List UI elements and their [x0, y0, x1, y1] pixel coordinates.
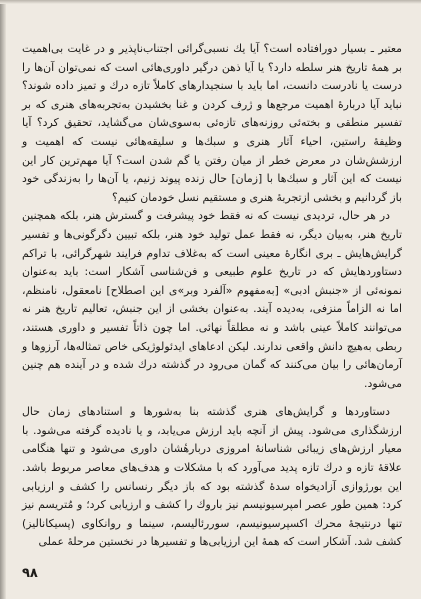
body-text [22, 40, 402, 552]
paragraph-2: در هر حال، تردیدی نیست که نه فقط خود پیشرفت و گسترش هنر، بلکه همچنین تاریخ هنر، به‌بیان دیگر، نه فقط عمل تولید خود هنر، بلکه تبیین دگرگونی‌ها و تفسیر گرایش‌هایش ـ بری انگارهٔ معینی است که به‌غلاف تداوم فرایند شهرگرائی، با تراکم دستاوردهایش که در تاریخ علوم طبیعی و فن‌شناسی آشکار است: باید به‌عنوان نمونه‌ئی از «جنبش ادبی» [به‌مفهوم «آلفرد وبر»ی این اصطلاح] نامعقول، نامنظم، اما نه الزاماً منزفی، به‌دیده آیند. به‌عنوان بخشی از این جنبش، تعالیم تاریخ هنر نه می‌توانند کاملاً عینی باشد و نه مطلقاً نهائی. اما چون ذاتاً تفسیر و داوری هستند، ربطی به‌هیچ دانش واقعی ندارند. لیکن ادعاهای ایدئولوژیکی خاص تمثاله‌ها، آرزوها و آرمان‌هائی را بیان می‌کنند که گمان می‌رود در گذشته درك شده و در آینده هم چنین می‌شود. [22, 209, 402, 390]
page-top-shadow [0, 0, 421, 4]
paragraph-3: دستاوردها و گرایش‌های هنری گذشته بنا به‌شورها و استنادهای زمان حال ارزشگذاری می‌شود. پیش از آنچه باید ارزش می‌یابد، و یا نادیده گرفته می‌شود. با معیار ارزش‌های زیبائی شناسانهٔ امروزی دربارهٔشان داوری می‌شود و تنها هنگامی علاقهٔ تازه و درك تازه پدید می‌آورد که با مشکلات و هدف‌های معاصر مربوط باشد. این بورژوازی آزادیخواه سدهٔ گذشته بود که باز دیگر رنسانس را کشف و ارزیابی کرد: همین طور عصر امپرسیونیسم نیز باروك را کشف و ارزیابی کرد؛ و مُتریسم نیز تنها درنتیجهٔ محرك اکسپرسیونیسم، سوررئالیسم، سینما و روانکاوی (پسیکانالیز) کشف شد. آشکار است که همهٔ این ارزیابی‌ها و تفسیرها در نخستین مرحلهٔ عملی [22, 405, 402, 549]
paragraph-1: معتبر ـ بسیار دورافتاده است؟ آیا یك نسبی‌گرائی اجتناب‌ناپذیر و در غایت بی‌اهمیت بر همهٔ تاریخ هنر سلطه دارد؟ یا آیا ذهن درگیر داوری‌هائی است که نمی‌توان آن‌ها را درست یا نادرست دانست، اما باید با سنجیدارهای کاملاً تازه درك و تمیز داده شوند؟ نباید آیا دربارهٔ اهمیت مرجع‌ها و ژرف کردن و غنا بخشیدن به‌تجربه‌های هنری که بر تفسیر منطقی و بخته‌ئی روزنه‌های تازه‌ئی به‌سوی‌شان می‌گشاید، تحقیق کرد؟ آیا وظیفهٔ راستین، احیاء آثار هنری و سبك‌ها و سلیقه‌هائی نیست که اهمیت و ارزشش‌شان در معرض خطر از میان رفتن یا گم شدن است؟ آیا مهم‌ترین کار این نیست که این آثار و سبك‌ها با [زمان] حال زنده پیوند زنیم، یا آن‌ها را به‌زندگی خود باز گردانیم و بخشی ازتجربهٔ هنری و مستقیم نسل خودمان کنیم؟ [22, 42, 402, 204]
page-number: ۹۸ [22, 566, 38, 581]
page-left-shadow [0, 0, 6, 599]
